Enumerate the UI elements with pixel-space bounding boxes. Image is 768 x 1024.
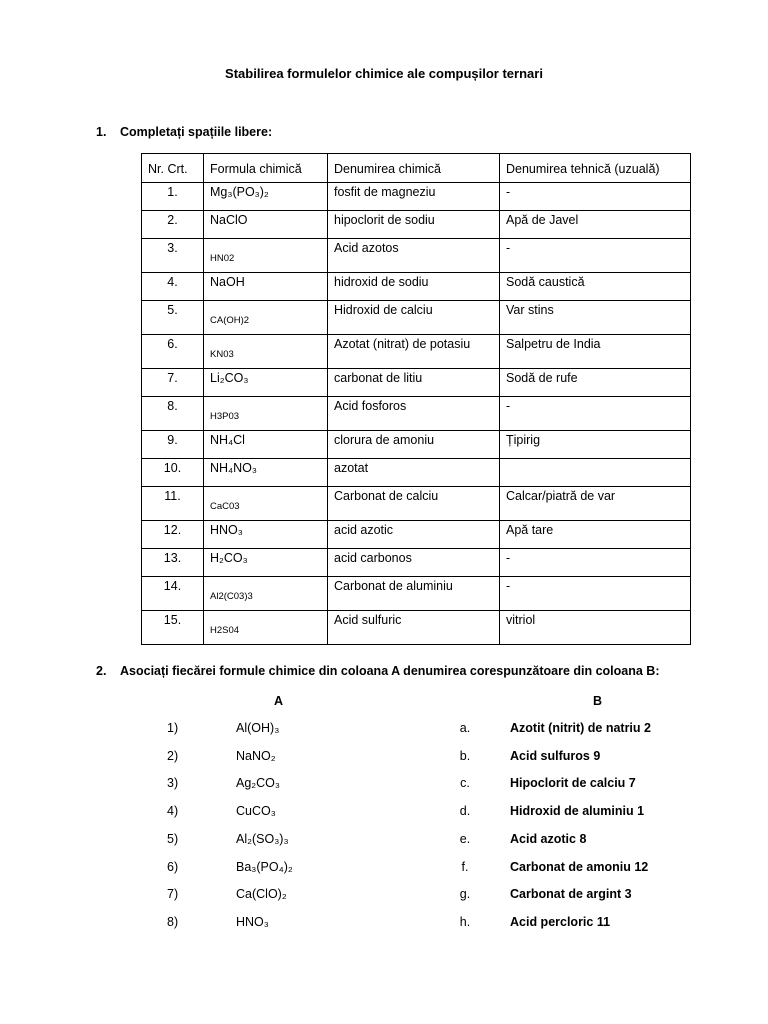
- column-b-name: Carbonat de argint 3: [510, 887, 632, 901]
- technical-name-cell: Sodă caustică: [500, 273, 691, 301]
- column-b-header: B: [593, 694, 603, 708]
- formula-cell[interactable]: CA(OH)2: [204, 301, 328, 335]
- chemical-name-cell: hipoclorit de sodiu: [328, 211, 500, 239]
- technical-name-cell: -: [500, 239, 691, 273]
- column-b-letter: d.: [459, 804, 471, 818]
- chemical-name-cell: hidroxid de sodiu: [328, 273, 500, 301]
- formula-cell: NaOH: [204, 273, 328, 301]
- chemical-name-cell: Carbonat de aluminiu: [328, 577, 500, 611]
- row-number: 12.: [142, 521, 204, 549]
- column-a-number: 6): [167, 860, 179, 874]
- chemical-name-cell: Carbonat de calciu: [328, 487, 500, 521]
- table-row: [142, 397, 691, 431]
- technical-name-cell: Sodă de rufe: [500, 369, 691, 397]
- table-row: [142, 459, 691, 487]
- question-2-number: 2.: [96, 664, 107, 678]
- column-b-letter: b.: [459, 749, 471, 763]
- technical-name-cell: Salpetru de India: [500, 335, 691, 369]
- row-number: 3.: [142, 239, 204, 273]
- technical-name-cell: Apă de Javel: [500, 211, 691, 239]
- column-b-letter: a.: [459, 721, 471, 735]
- row-number: 6.: [142, 335, 204, 369]
- chemical-name-cell: acid azotic: [328, 521, 500, 549]
- question-1-number: 1.: [96, 125, 107, 139]
- technical-name-cell: vitriol: [500, 611, 691, 645]
- column-a-formula: CuCO₃: [236, 804, 276, 818]
- table-row: [142, 577, 691, 611]
- row-number: 10.: [142, 459, 204, 487]
- table-row: [142, 521, 691, 549]
- formula-cell: NH₄Cl: [204, 431, 328, 459]
- column-b-name: Acid percloric 11: [510, 915, 611, 929]
- column-a-number: 3): [167, 776, 179, 790]
- formula-cell: Li₂CO₃: [204, 369, 328, 397]
- row-number: 8.: [142, 397, 204, 431]
- chemical-name-cell: Hidroxid de calciu: [328, 301, 500, 335]
- column-a-number: 4): [167, 804, 179, 818]
- row-number: 15.: [142, 611, 204, 645]
- column-a-number: 7): [167, 887, 179, 901]
- row-number: 13.: [142, 549, 204, 577]
- technical-name-cell: Calcar/piatră de var: [500, 487, 691, 521]
- formula-cell[interactable]: H2S04: [204, 611, 328, 645]
- table-row: [142, 335, 691, 369]
- question-1: [96, 125, 272, 139]
- row-number: 1.: [142, 183, 204, 211]
- column-b-name: Acid sulfuros 9: [510, 749, 601, 763]
- table-row: [142, 239, 691, 273]
- column-a-formula: Al₂(SO₃)₃: [236, 832, 289, 846]
- technical-name-cell: -: [500, 183, 691, 211]
- column-a-number: 1): [167, 721, 179, 735]
- chemical-name-cell: Acid azotos: [328, 239, 500, 273]
- chemical-name-cell: carbonat de litiu: [328, 369, 500, 397]
- table-row: [142, 487, 691, 521]
- column-a-number: 2): [167, 749, 179, 763]
- column-b-name: Hipoclorit de calciu 7: [510, 776, 636, 790]
- technical-name-cell: Țipirig: [500, 431, 691, 459]
- chemical-name-cell: Azotat (nitrat) de potasiu: [328, 335, 500, 369]
- header-nr: Nr. Crt.: [142, 154, 204, 183]
- chemical-name-cell: acid carbonos: [328, 549, 500, 577]
- row-number: 4.: [142, 273, 204, 301]
- question-1-text: Completați spațiile libere:: [120, 125, 273, 139]
- row-number: 14.: [142, 577, 204, 611]
- technical-name-cell: [500, 459, 691, 487]
- formula-cell[interactable]: H3P03: [204, 397, 328, 431]
- technical-name-cell: -: [500, 577, 691, 611]
- column-b-name: Acid azotic 8: [510, 832, 587, 846]
- column-b-name: Azotit (nitrit) de natriu 2: [510, 721, 651, 735]
- header-technical-name: Denumirea tehnică (uzuală): [500, 154, 691, 183]
- chemical-name-cell: azotat: [328, 459, 500, 487]
- column-b-letter: g.: [459, 887, 471, 901]
- column-a-header: A: [274, 694, 284, 708]
- formula-cell: Mg₃(PO₃)₂: [204, 183, 328, 211]
- question-2: [96, 664, 660, 678]
- row-number: 11.: [142, 487, 204, 521]
- column-b-letter: c.: [460, 776, 470, 790]
- column-a-formula: HNO₃: [236, 915, 269, 929]
- formula-cell: NH₄NO₃: [204, 459, 328, 487]
- table-header-row: [142, 154, 691, 183]
- technical-name-cell: -: [500, 549, 691, 577]
- table-row: [142, 369, 691, 397]
- row-number: 7.: [142, 369, 204, 397]
- chemical-name-cell: Acid fosforos: [328, 397, 500, 431]
- column-a-formula: Ag₂CO₃: [236, 776, 280, 790]
- technical-name-cell: Var stins: [500, 301, 691, 335]
- table-row: [142, 211, 691, 239]
- formula-cell[interactable]: HN02: [204, 239, 328, 273]
- column-b-letter: h.: [459, 915, 471, 929]
- page-title: Stabilirea formulelor chimice ale compușilor ternari: [225, 66, 543, 81]
- chemical-name-cell: fosfit de magneziu: [328, 183, 500, 211]
- formula-cell[interactable]: KN03: [204, 335, 328, 369]
- table-row: [142, 183, 691, 211]
- column-a-formula: Al(OH)₃: [236, 721, 280, 735]
- table-body: [142, 183, 691, 645]
- table-row: [142, 301, 691, 335]
- column-b-name: Hidroxid de aluminiu 1: [510, 804, 645, 818]
- formula-cell: NaClO: [204, 211, 328, 239]
- formula-cell: H₂CO₃: [204, 549, 328, 577]
- table-row: [142, 611, 691, 645]
- column-b-letter: f.: [461, 860, 469, 874]
- technical-name-cell: Apă tare: [500, 521, 691, 549]
- column-a-number: 5): [167, 832, 179, 846]
- row-number: 9.: [142, 431, 204, 459]
- column-a-formula: NaNO₂: [236, 749, 276, 763]
- column-b-name: Carbonat de amoniu 12: [510, 860, 649, 874]
- chemical-formulas-table: [141, 153, 691, 645]
- column-b-letter: e.: [459, 832, 471, 846]
- column-a-formula: Ca(ClO)₂: [236, 887, 287, 901]
- chemical-name-cell: clorura de amoniu: [328, 431, 500, 459]
- table-row: [142, 431, 691, 459]
- question-2-text: Asociați fiecărei formule chimice din coloana A denumirea corespunzătoare din coloana B:: [120, 664, 660, 678]
- row-number: 2.: [142, 211, 204, 239]
- formula-cell: HNO₃: [204, 521, 328, 549]
- table-row: [142, 549, 691, 577]
- row-number: 5.: [142, 301, 204, 335]
- table-row: [142, 273, 691, 301]
- technical-name-cell: -: [500, 397, 691, 431]
- formula-cell[interactable]: CaC03: [204, 487, 328, 521]
- chemical-name-cell: Acid sulfuric: [328, 611, 500, 645]
- header-chemical-name: Denumirea chimică: [328, 154, 500, 183]
- formula-cell[interactable]: Al2(C03)3: [204, 577, 328, 611]
- column-a-number: 8): [167, 915, 179, 929]
- column-a-formula: Ba₃(PO₄)₂: [236, 860, 293, 874]
- header-formula: Formula chimică: [204, 154, 328, 183]
